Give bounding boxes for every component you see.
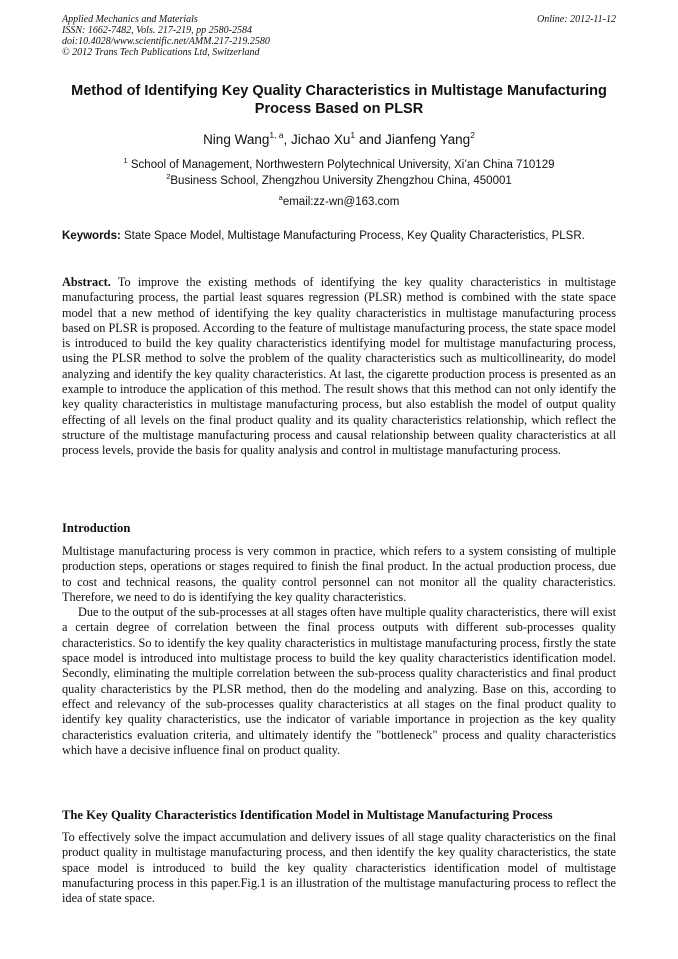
affiliation-text: School of Management, Northwestern Polytechnical University, Xi’an China 710129 xyxy=(127,159,555,171)
author-superscript: 2 xyxy=(470,130,475,140)
affiliation-text: Business School, Zhengzhou University Zhengzhou China, 450001 xyxy=(170,175,512,187)
keywords-label: Keywords: xyxy=(62,230,121,242)
paper-title: Method of Identifying Key Quality Characteristics in Multistage Manufacturing Process Based on PLSR xyxy=(71,83,607,117)
affiliation-superscript: 1 xyxy=(123,156,128,165)
keywords-text: State Space Model, Multistage Manufacturing Process, Key Quality Characteristics, PLSR. xyxy=(120,230,585,242)
abstract-label: Abstract. xyxy=(62,275,111,289)
author-name: Ning Wang xyxy=(203,132,270,147)
author-superscript: 1, a xyxy=(269,130,284,140)
email-text: email:zz-wn@163.com xyxy=(282,196,400,208)
introduction-paragraph-1: Multistage manufacturing process is very common in practice, which refers to a system consisting of multiple production steps, operations or stages required to finish the final product. In the actual production process, due to cost and technical reasons, the quality control personnel can not monitor all the quality characteristics. Therefore, we need to do is identifying the key quality characteristics. xyxy=(62,544,616,604)
introduction-body xyxy=(62,544,616,758)
introduction-heading: Introduction xyxy=(62,521,131,535)
email-superscript: a xyxy=(278,193,283,202)
journal-header xyxy=(62,14,616,58)
affiliation-2 xyxy=(62,174,616,188)
author-list xyxy=(62,131,616,149)
online-date: Online: 2012-11-12 xyxy=(537,14,616,25)
author-name: Jianfeng Yang xyxy=(385,132,471,147)
abstract-text: To improve the existing methods of identifying the key quality characteristics in multistage manufacturing process, the partial least squares regression (PLSR) method is combined with the state space model that a new method of identifying the key quality characteristics in multistage manufacturing process based on PLSR is proposed. According to the feature of multistage manufacturing process, the state space model is introduced to build the key quality characteristics identifying model for multistage manufacturing process, using the PLSR method to solve the problem of the quality characteristics such as multicollinearity, do model analyzing and identify the key quality characteristics. At last, the cigarette production process is presented as an example to introduce the application of this method. The result shows that this method can not only identify the key quality characteristics in multistage manufacturing process, but also establish the model of output quality effecting of all levels on the final product quality and its quality characteristics relationship, which reflect the structure of the multistage manufacturing process and causal relationship between quality characteristics at all process levels, provide the basis for quality analysis and control in multistage manufacturing process. xyxy=(62,275,616,458)
copyright-line: © 2012 Trans Tech Publications Ltd, Switzerland xyxy=(62,47,260,58)
affiliation-superscript: 2 xyxy=(166,172,171,181)
issn-line: ISSN: 1662-7482, Vols. 217-219, pp 2580-2584 xyxy=(62,25,252,36)
doi-line: doi:10.4028/www.scientific.net/AMM.217-219.2580 xyxy=(62,36,270,47)
introduction-paragraph-2: Due to the output of the sub-processes at all stages often have multiple quality characteristics, there will exist a certain degree of correlation between the final process outputs with different sub-processes quality characteristics. So to identify the key quality characteristics in multistage manufacturing process, firstly the state space model is introduced into multistage process to build the key quality characteristics identification model. Secondly, eliminating the multiple correlation between the sub-process quality characteristics and final product quality characteristics by the PLSR method, then do the modeling and analyzing. Base on this, according to effect and relevancy of the sub-processes quality characteristics at all stages on the final product quality to identify key quality characteristics, use the indicator of variable importance in projection as the key quality characteristics evaluation criteria, and ultimately identify the "bottleneck" process and quality characteristics which have a decisive influence final on product quality. xyxy=(62,605,616,757)
keywords xyxy=(62,228,616,244)
author-email xyxy=(62,195,616,209)
author-separator: , xyxy=(283,132,292,147)
journal-name: Applied Mechanics and Materials xyxy=(62,14,198,25)
section-2-heading: The Key Quality Characteristics Identification Model in Multistage Manufacturing Process xyxy=(62,808,553,822)
author-separator: and xyxy=(355,132,386,147)
author-superscript: 1 xyxy=(350,130,356,140)
author-name: Jichao Xu xyxy=(291,132,351,147)
affiliation-1 xyxy=(62,158,616,172)
section-2-paragraph-1: To effectively solve the impact accumulation and delivery issues of all stage quality characteristics on the final product quality in multistage manufacturing process, and then identify the key quality characteristics, the state space model is introduced to build the key quality characteristics identification model of multistage manufacturing process in this paper.Fig.1 is an illustration of the multistage manufacturing process to reflect the idea of state space. xyxy=(62,830,616,906)
abstract xyxy=(62,275,616,459)
